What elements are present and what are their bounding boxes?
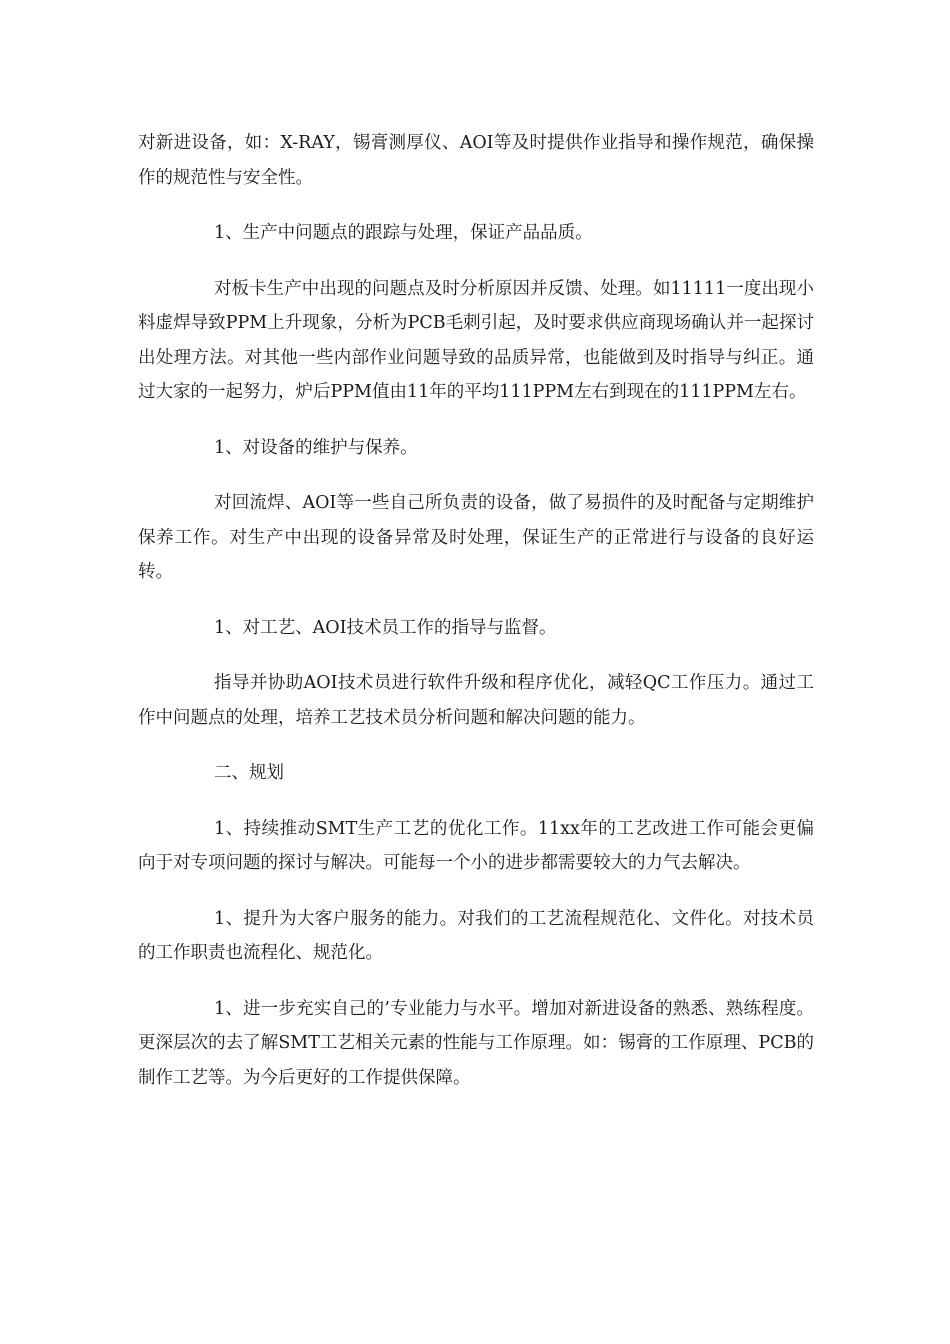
heading-equipment-maintenance: 1、对设备的维护与保养。 xyxy=(214,437,418,458)
paragraph-plan-self-improvement: 1、进一步充实自己的’专业能力与水平。增加对新进设备的熟悉、熟练程度。更深层次的去了解SMT工艺相关元素的性能与工作原理。如：锡膏的工作原理、PCB的制作工艺等。为今后更好的工作提供保障。 xyxy=(138,998,814,1088)
heading-issue-tracking: 1、生产中问题点的跟踪与处理，保证产品品质。 xyxy=(214,223,593,243)
paragraph-plan-customer-service: 1、提升为大客户服务的能力。对我们的工艺流程规范化、文件化。对技术员的工作职责也流程化、规范化。 xyxy=(138,908,814,963)
paragraph-equipment-maintenance: 对回流焊、AOI等一些自己所负责的设备，做了易损件的及时配备与定期维护保养工作。对生产中出现的设备异常及时处理，保证生产的正常进行与设备的良好运转。 xyxy=(138,493,814,582)
paragraph-issue-tracking: 对板卡生产中出现的问题点及时分析原因并反馈、处理。如11111一度出现小料虚焊导致PPM上升现象，分析为PCB毛刺引起，及时要求供应商现场确认并一起探讨出处理方法。对其他一些内部作业问题导致的品质异常，也能做到及时指导与纠正。通过大家的一起努力，炉后PPM值由11年的平均111PPM左右到现在的111PPM左右。 xyxy=(138,278,814,402)
paragraph-equipment-guidance: 对新进设备，如：X-RAY，锡膏测厚仪、AOI等及时提供作业指导和操作规范，确保操作的规范性与安全性。 xyxy=(138,133,814,188)
paragraph-plan-smt-optimization: 1、持续推动SMT生产工艺的优化工作。11xx年的工艺改进工作可能会更偏向于对专项问题的探讨与解决。可能每一个小的进步都需要较大的力气去解决。 xyxy=(138,818,814,873)
paragraph-technician-supervision: 指导并协助AOI技术员进行软件升级和程序优化，减轻QC工作压力。通过工作中问题点的处理，培养工艺技术员分析问题和解决问题的能力。 xyxy=(138,673,814,728)
document-body xyxy=(138,126,814,1095)
heading-technician-supervision: 1、对工艺、AOI技术员工作的指导与监督。 xyxy=(214,617,557,638)
section-heading-planning: 二、规划 xyxy=(214,763,284,783)
